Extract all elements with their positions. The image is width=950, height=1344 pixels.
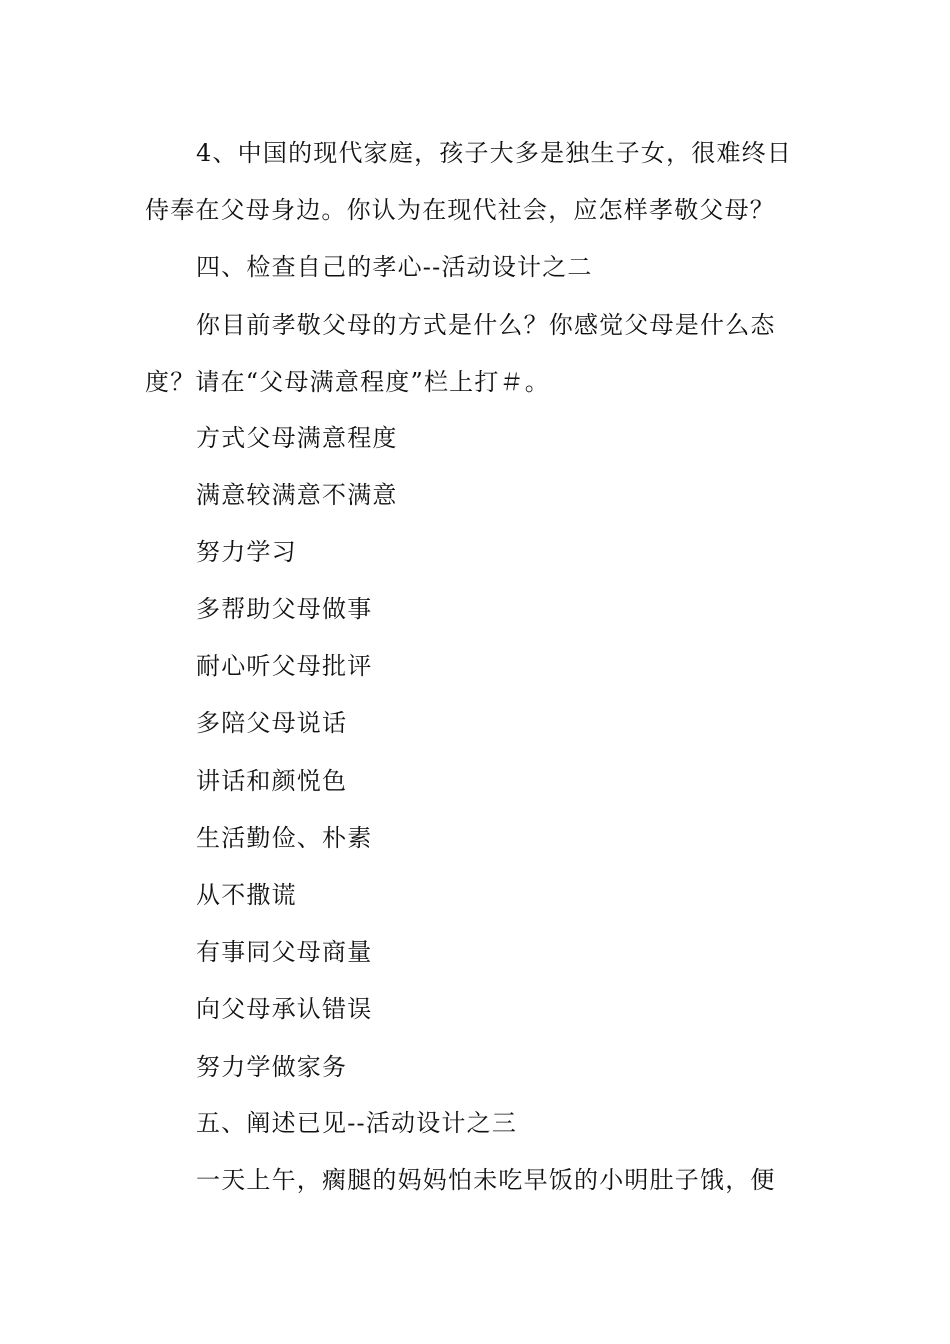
table-header-line: 满意较满意不满意 <box>196 481 398 509</box>
paragraph-line: 侍奉在父母身边。你认为在现代社会，应怎样孝敬父母？ <box>145 196 775 224</box>
list-item: 多陪父母说话 <box>196 709 348 737</box>
paragraph-line: 你目前孝敬父母的方式是什么？你感觉父母是什么态 <box>196 311 776 339</box>
section-heading: 四、检查自己的孝心--活动设计之二 <box>196 253 593 281</box>
paragraph-line: 度？请在“父母满意程度”栏上打＃。 <box>145 368 550 396</box>
paragraph-line: 4、中国的现代家庭，孩子大多是独生子女，很难终日 <box>196 139 793 167</box>
list-item: 耐心听父母批评 <box>196 652 373 680</box>
list-item: 有事同父母商量 <box>196 938 373 966</box>
list-item: 从不撒谎 <box>196 881 297 909</box>
list-item: 多帮助父母做事 <box>196 595 373 623</box>
paragraph-line: 一天上午，瘸腿的妈妈怕未吃早饭的小明肚子饿，便 <box>196 1166 776 1194</box>
list-item: 讲话和颜悦色 <box>196 767 348 795</box>
section-heading: 五、阐述已见--活动设计之三 <box>196 1109 518 1137</box>
table-header-line: 方式父母满意程度 <box>196 424 398 452</box>
list-item: 努力学习 <box>196 538 297 566</box>
list-item: 向父母承认错误 <box>196 995 373 1023</box>
list-item: 努力学做家务 <box>196 1053 348 1081</box>
list-item: 生活勤俭、朴素 <box>196 824 373 852</box>
